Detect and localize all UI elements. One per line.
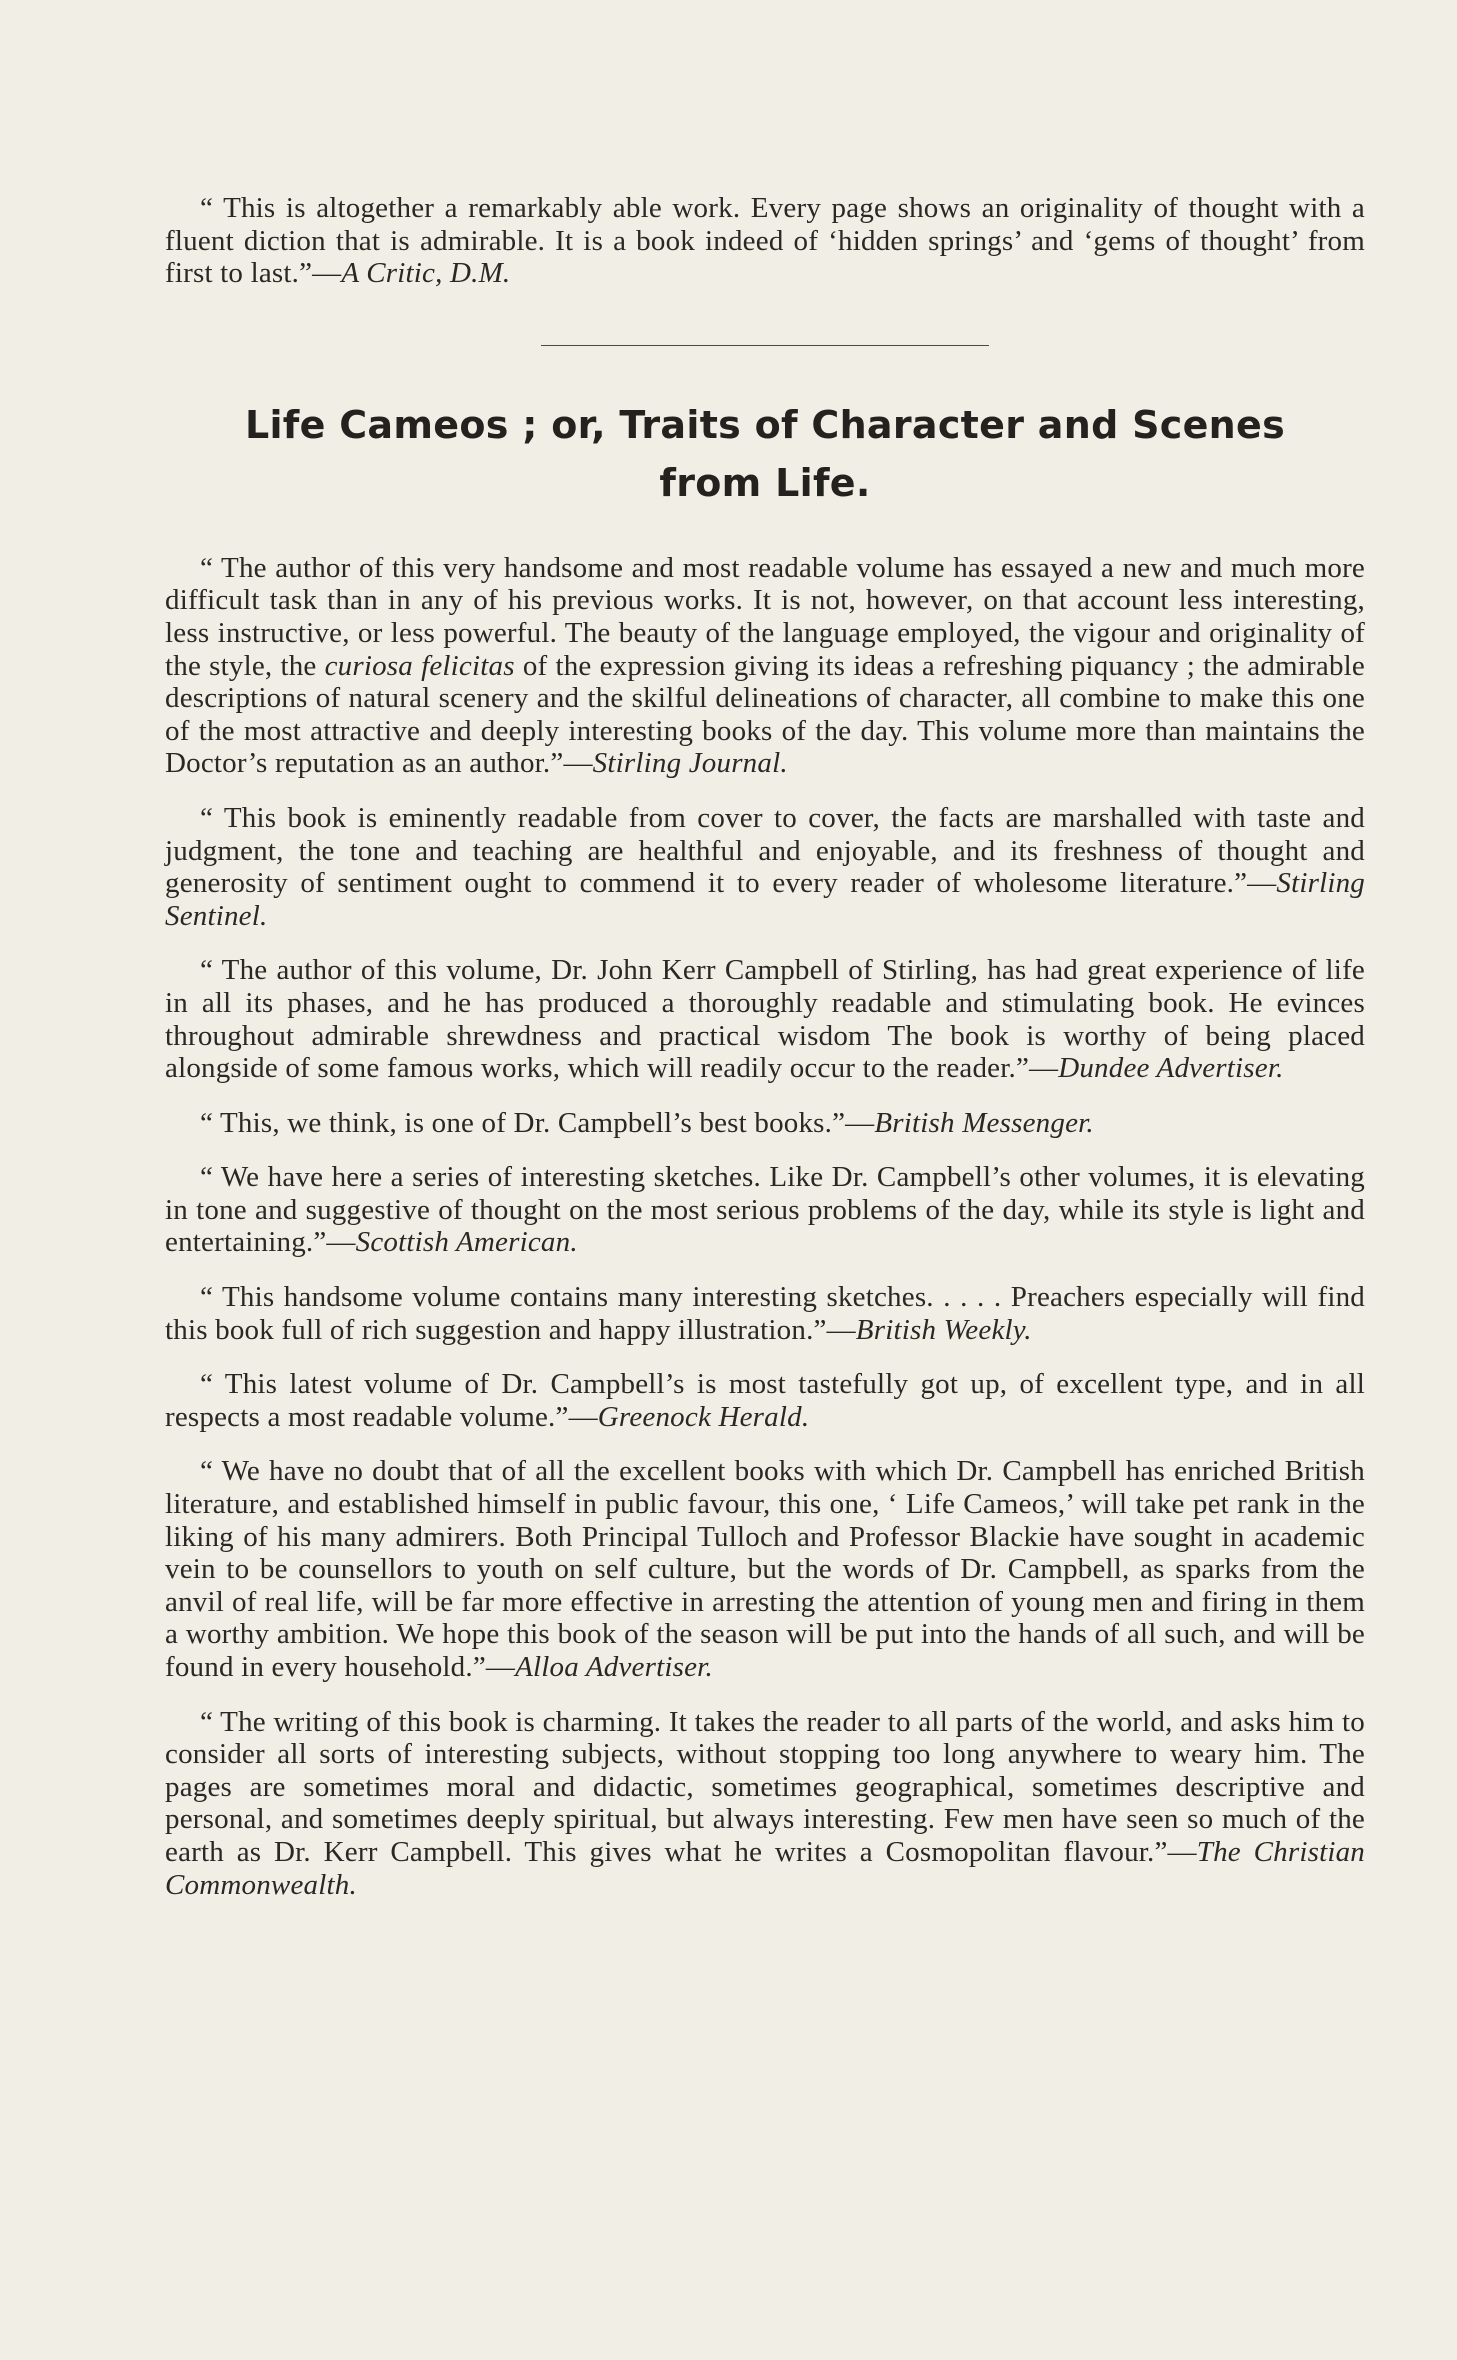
review-text-continued: of the expression giving its ideas a refreshing piquancy ; the admirable descriptions of natural scenery and the skilful delineations of character, all combine to make this one of the most attractive and deeply interesting books of the day. This volume more than maintains the Doctor’s reputation as an author.”— xyxy=(165,649,1365,780)
review-alloa-advertiser xyxy=(165,1455,1365,1683)
review-text: “ The author of this volume, Dr. John Kerr Campbell of Stirling, has had great experience of life in all its phases, and he has produced a thoroughly readable and stimulating book. He evinces throughout admirable shrewdness and practical wisdom The book is worthy of being placed alongside of some famous works, which will readily occur to the reader.”— xyxy=(165,954,1365,1085)
review-attribution: Stirling Sentinel. xyxy=(165,867,1365,932)
review-text: “ This, we think, is one of Dr. Campbell’s best books.”— xyxy=(200,1106,875,1139)
review-christian-commonwealth xyxy=(165,1706,1365,1902)
review-attribution: British Messenger. xyxy=(874,1106,1094,1139)
section-title-line-1: Life Cameos ; or, Traits of Character and Scenes xyxy=(244,402,1286,447)
section-title xyxy=(165,396,1365,512)
review-greenock-herald xyxy=(165,1368,1365,1433)
review-text: “ The author of this very handsome and most readable volume has essayed a new and much more difficult task than in any of his previous works. It is not, however, on that account less interesting, less instructive, or less powerful. The beauty of the language employed, the vigour and originality of the style, the xyxy=(165,551,1365,682)
review-scottish-american xyxy=(165,1161,1365,1259)
section-title-line-2: from Life. xyxy=(659,460,871,505)
review-text: “ This book is eminently readable from cover to cover, the facts are marshalled with taste and judgment, the tone and teaching are healthful and enjoyable, and its freshness of thought and generosity of sentiment ought to commend it to every reader of wholesome literature.”— xyxy=(165,801,1365,900)
review-italic-phrase: curiosa felicitas xyxy=(324,649,515,682)
review-attribution: Dundee Advertiser. xyxy=(1058,1052,1284,1085)
review-text: “ This latest volume of Dr. Campbell’s is most tastefully got up, of excellent type, and in all respects a most readable volume.”— xyxy=(165,1368,1365,1433)
section-divider xyxy=(541,345,989,346)
review-british-messenger xyxy=(165,1107,1365,1140)
review-attribution: Stirling Journal. xyxy=(592,747,788,780)
review-attribution: Alloa Advertiser. xyxy=(515,1651,713,1683)
review-attribution: British Weekly. xyxy=(855,1313,1032,1346)
review-british-weekly xyxy=(165,1281,1365,1346)
review-text: “ We have no doubt that of all the excellent books with which Dr. Campbell has enriched British literature, and established himself in public favour, this one, ‘ Life Cameos,’ will take pet rank in the liking of his many admirers. Both Principal Tulloch and Professor Blackie have sought in academic vein to be counsellors to youth on self culture, but the words of Dr. Campbell, as sparks from the anvil of real life, will be far more effective in arresting the attention of young men and firing in them a worthy ambition. We hope this book of the season will be put into the hands of all such, and will be found in every household.”— xyxy=(165,1455,1365,1683)
review-text: “ The writing of this book is charming. It takes the reader to all parts of the world, and asks him to consider all sorts of interesting subjects, without stopping too long anywhere to weary him. The pages are sometimes moral and didactic, sometimes geographical, sometimes descriptive and personal, and sometimes deeply spiritual, but always interesting. Few men have seen so much of the earth as Dr. Kerr Campbell. This gives what he writes a Cosmopolitan flavour.”— xyxy=(165,1705,1365,1868)
review-stirling-journal xyxy=(165,552,1365,780)
review-attribution: Scottish American. xyxy=(355,1226,578,1259)
page-content xyxy=(165,192,1365,1901)
review-attribution: The Christian Commonwealth. xyxy=(165,1835,1365,1901)
review-text: “ This handsome volume contains many interesting sketches. . . . . Preachers especially will find this book full of rich suggestion and happy illustration.”— xyxy=(165,1281,1365,1346)
review-stirling-sentinel xyxy=(165,802,1365,932)
intro-quote xyxy=(165,192,1365,290)
intro-quote-attribution: A Critic, D.M. xyxy=(341,257,511,290)
review-dundee-advertiser xyxy=(165,954,1365,1084)
intro-quote-text: “ This is altogether a remarkably able work. Every page shows an originality of thought with a fluent diction that is admirable. It is a book indeed of ‘hidden springs’ and ‘gems of thought’ from first to last.”— xyxy=(165,192,1365,290)
review-attribution: Greenock Herald. xyxy=(597,1400,810,1433)
review-text: “ We have here a series of interesting sketches. Like Dr. Campbell’s other volumes, it is elevating in tone and suggestive of thought on the most serious problems of the day, while its style is light and entertaining.”— xyxy=(165,1161,1365,1259)
